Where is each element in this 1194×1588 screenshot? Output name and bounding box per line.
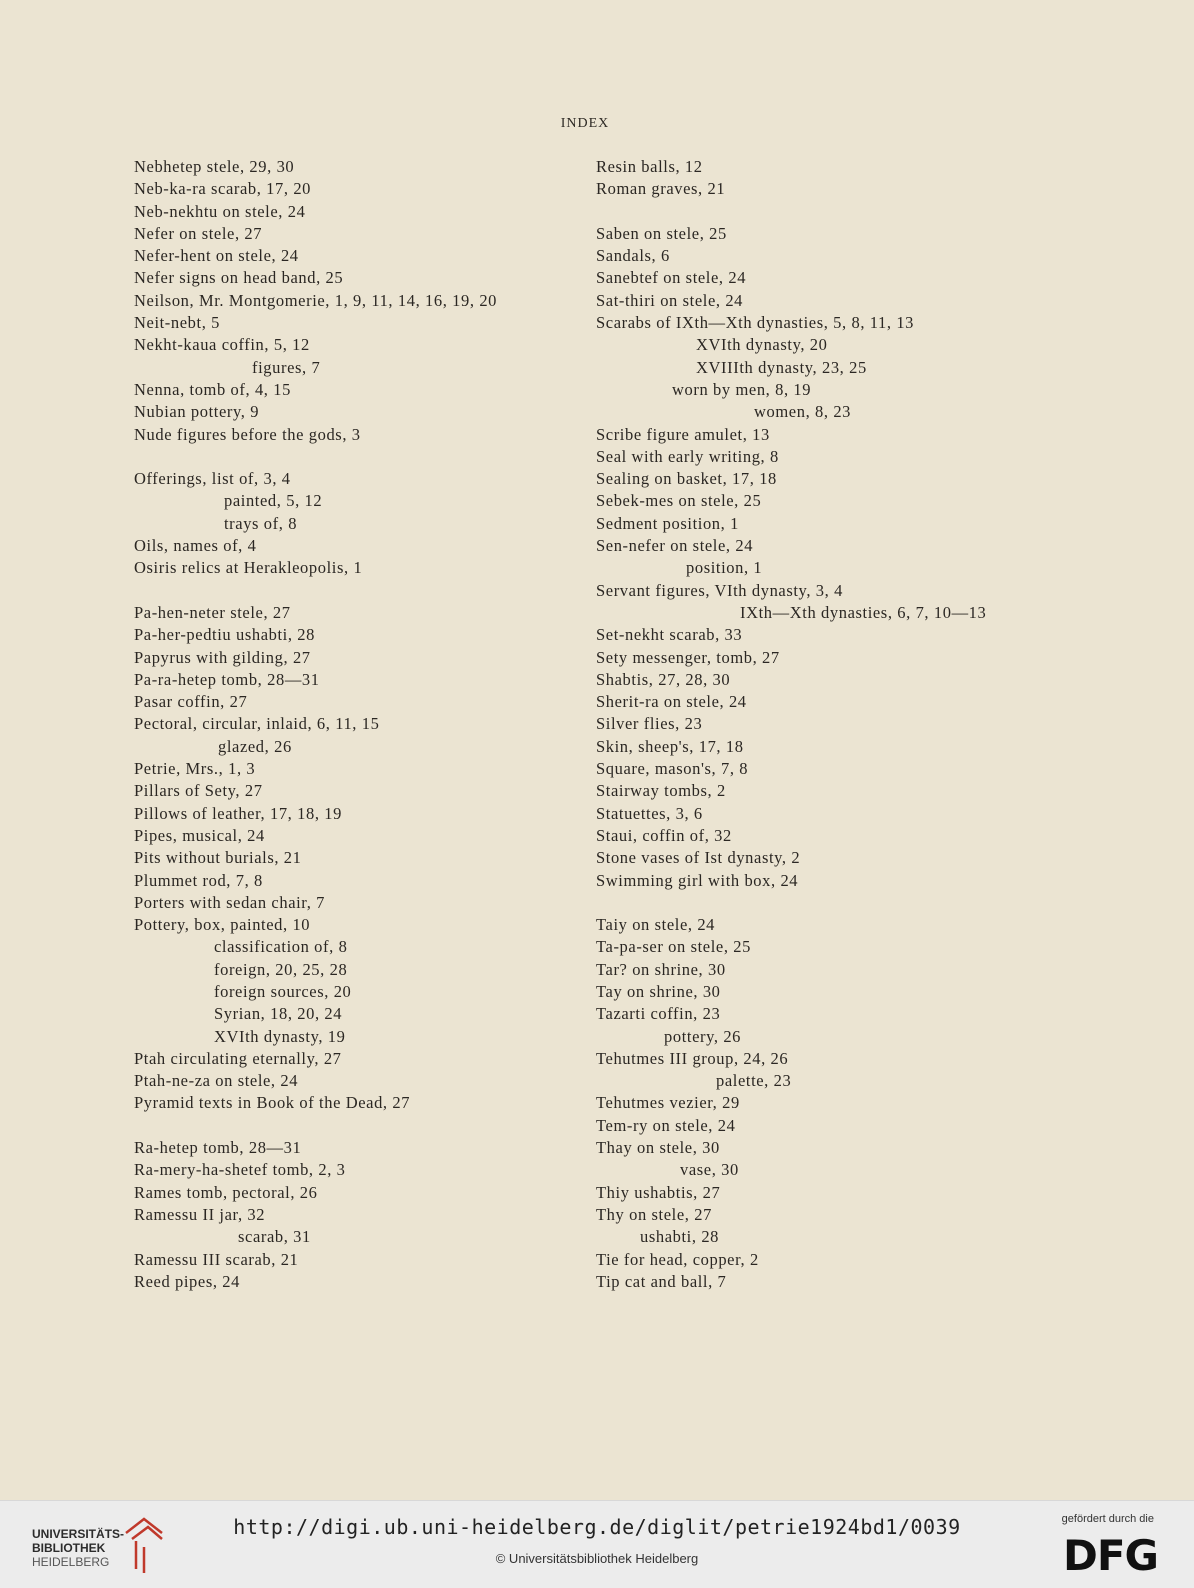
index-entry: worn by men, 8, 19	[672, 379, 812, 399]
index-entry: Ra-hetep tomb, 28—31	[134, 1138, 302, 1158]
copyright-notice: © Universitätsbibliothek Heidelberg	[495, 1551, 699, 1566]
index-entry: Thiy ushabtis, 27	[596, 1182, 721, 1202]
index-entry: Papyrus with gilding, 27	[134, 647, 311, 667]
index-entry: Sealing on basket, 17, 18	[596, 469, 777, 489]
index-entry: glazed, 26	[218, 736, 292, 756]
index-entry: Square, mason's, 7, 8	[596, 759, 749, 779]
index-entry: Pillows of leather, 17, 18, 19	[134, 803, 342, 823]
index-entry: Skin, sheep's, 17, 18	[596, 736, 744, 756]
index-entry: classification of, 8	[214, 937, 348, 957]
index-entry: Stairway tombs, 2	[596, 781, 726, 801]
logo-line-3: HEIDELBERG	[32, 1555, 110, 1569]
index-entry: Sety messenger, tomb, 27	[596, 647, 780, 667]
index-entry: ushabti, 28	[640, 1227, 720, 1247]
index-entry: Pottery, box, painted, 10	[134, 915, 311, 935]
index-entry: Resin balls, 12	[596, 157, 703, 176]
index-entry: Thay on stele, 30	[596, 1138, 720, 1158]
page-title: INDEX	[560, 116, 610, 131]
index-entry: Ptah circulating eternally, 27	[134, 1048, 342, 1068]
index-entry: Nenna, tomb of, 4, 15	[134, 379, 291, 399]
index-entry: Offerings, list of, 3, 4	[134, 469, 291, 489]
index-entry: Pa-hen-neter stele, 27	[134, 602, 291, 622]
index-entry: Pa-her-pedtiu ushabti, 28	[134, 625, 316, 645]
index-spacer	[134, 1115, 594, 1137]
index-entry: Set-nekht scarab, 33	[596, 625, 743, 645]
index-entry: Nude figures before the gods, 3	[134, 424, 361, 444]
index-entry: Nekht-kaua coffin, 5, 12	[134, 335, 310, 355]
index-entry: Tar? on shrine, 30	[596, 959, 726, 979]
index-entry: Nefer on stele, 27	[134, 223, 263, 243]
index-entry: Scarabs of IXth—Xth dynasties, 5, 8, 11, 13	[596, 313, 915, 333]
index-entry: vase, 30	[680, 1160, 739, 1180]
index-entry: Sebek-mes on stele, 25	[596, 491, 762, 511]
index-entry: Swimming girl with box, 24	[596, 870, 799, 890]
index-entry: Ra-mery-ha-shetef tomb, 2, 3	[134, 1160, 346, 1180]
index-entry: Porters with sedan chair, 7	[134, 892, 326, 912]
index-entry: Taiy on stele, 24	[596, 915, 716, 935]
index-entry: palette, 23	[716, 1071, 792, 1091]
index-entry: Sedment position, 1	[596, 513, 739, 533]
index-entry: Nefer signs on head band, 25	[134, 268, 344, 288]
index-entry: Scribe figure amulet, 13	[596, 424, 770, 444]
index-entry: Tehutmes vezier, 29	[596, 1093, 740, 1113]
index-entry: Petrie, Mrs., 1, 3	[134, 759, 256, 779]
index-spacer	[596, 892, 1056, 914]
index-entry: foreign sources, 20	[214, 981, 352, 1001]
index-entry: Neb-nekhtu on stele, 24	[134, 201, 306, 221]
index-column-left	[134, 156, 594, 1293]
index-entry: Shabtis, 27, 28, 30	[596, 669, 731, 689]
index-entry: XVIth dynasty, 19	[214, 1026, 346, 1046]
dfg-logo[interactable]: DFG	[1062, 1531, 1158, 1580]
index-entry: pottery, 26	[664, 1026, 742, 1046]
index-entry: Sen-nefer on stele, 24	[596, 536, 754, 556]
index-entry: trays of, 8	[224, 513, 298, 533]
logo-line-2: BIBLIOTHEK	[32, 1541, 106, 1555]
index-entry: XVIIIth dynasty, 23, 25	[696, 357, 867, 377]
index-entry: Tay on shrine, 30	[596, 981, 721, 1001]
index-entry: Sanebtef on stele, 24	[596, 268, 747, 288]
index-entry: Sat-thiri on stele, 24	[596, 290, 744, 310]
index-entry: Sherit-ra on stele, 24	[596, 692, 747, 712]
index-entry: Ramessu II jar, 32	[134, 1204, 266, 1224]
index-entry: Tie for head, copper, 2	[596, 1249, 759, 1269]
index-spacer	[596, 201, 1056, 223]
index-entry: Pectoral, circular, inlaid, 6, 11, 15	[134, 714, 380, 734]
index-entry: Roman graves, 21	[596, 179, 726, 199]
index-entry: Pasar coffin, 27	[134, 692, 248, 712]
logo-line-1: UNIVERSITÄTS-	[32, 1527, 125, 1541]
index-entry: Ta-pa-ser on stele, 25	[596, 937, 751, 957]
index-entry: Pipes, musical, 24	[134, 825, 265, 845]
index-entry: figures, 7	[252, 357, 321, 377]
index-entry: Neb-ka-ra scarab, 17, 20	[134, 179, 312, 199]
index-entry: Neit-nebt, 5	[134, 313, 221, 333]
index-entry: Osiris relics at Herakleopolis, 1	[134, 558, 363, 578]
index-entry: Ptah-ne-za on stele, 24	[134, 1071, 299, 1091]
index-entry: Plummet rod, 7, 8	[134, 870, 263, 890]
index-entry: Pyramid texts in Book of the Dead, 27	[134, 1093, 411, 1113]
index-entry: Seal with early writing, 8	[596, 446, 779, 466]
index-entry: Silver flies, 23	[596, 714, 703, 734]
index-entry: Tazarti coffin, 23	[596, 1004, 721, 1024]
index-entry: Sandals, 6	[596, 246, 670, 266]
index-entry: Statuettes, 3, 6	[596, 803, 703, 823]
index-entry: position, 1	[686, 558, 763, 578]
index-column-right	[596, 156, 1056, 1293]
index-spacer	[134, 446, 594, 468]
index-entry: Tehutmes III group, 24, 26	[596, 1048, 789, 1068]
index-entry: painted, 5, 12	[224, 491, 323, 511]
index-entry: Syrian, 18, 20, 24	[214, 1004, 343, 1024]
index-entry: women, 8, 23	[754, 402, 852, 422]
index-entry: Ramessu III scarab, 21	[134, 1249, 299, 1269]
index-entry: Tip cat and ball, 7	[596, 1271, 727, 1291]
funding-label: gefördert durch die	[1061, 1513, 1154, 1525]
index-entry: Nebhetep stele, 29, 30	[134, 157, 295, 176]
index-entry: Pillars of Sety, 27	[134, 781, 263, 801]
index-entry: Rames tomb, pectoral, 26	[134, 1182, 318, 1202]
index-entry: Reed pipes, 24	[134, 1271, 241, 1291]
index-entry: XVIth dynasty, 20	[696, 335, 828, 355]
index-entry: Pa-ra-hetep tomb, 28—31	[134, 669, 320, 689]
index-entry: Saben on stele, 25	[596, 223, 727, 243]
index-entry: Oils, names of, 4	[134, 536, 257, 556]
index-entry: Servant figures, VIth dynasty, 3, 4	[596, 580, 843, 600]
index-entry: Thy on stele, 27	[596, 1204, 712, 1224]
footer-bar	[0, 1500, 1194, 1588]
index-entry: Stone vases of Ist dynasty, 2	[596, 848, 801, 868]
index-spacer	[134, 580, 594, 602]
index-entry: Neilson, Mr. Montgomerie, 1, 9, 11, 14, 16, 19, 20	[134, 290, 498, 310]
index-entry: Nefer-hent on stele, 24	[134, 246, 299, 266]
index-entry: IXth—Xth dynasties, 6, 7, 10—13	[740, 602, 987, 622]
index-entry: scarab, 31	[238, 1227, 311, 1247]
permalink-url[interactable]: http://digi.ub.uni-heidelberg.de/diglit/petrie1924bd1/0039	[233, 1515, 961, 1539]
index-entry: Pits without burials, 21	[134, 848, 302, 868]
index-entry: Nubian pottery, 9	[134, 402, 260, 422]
index-entry: foreign, 20, 25, 28	[214, 959, 348, 979]
index-entry: Staui, coffin of, 32	[596, 825, 732, 845]
index-entry: Tem-ry on stele, 24	[596, 1115, 736, 1135]
